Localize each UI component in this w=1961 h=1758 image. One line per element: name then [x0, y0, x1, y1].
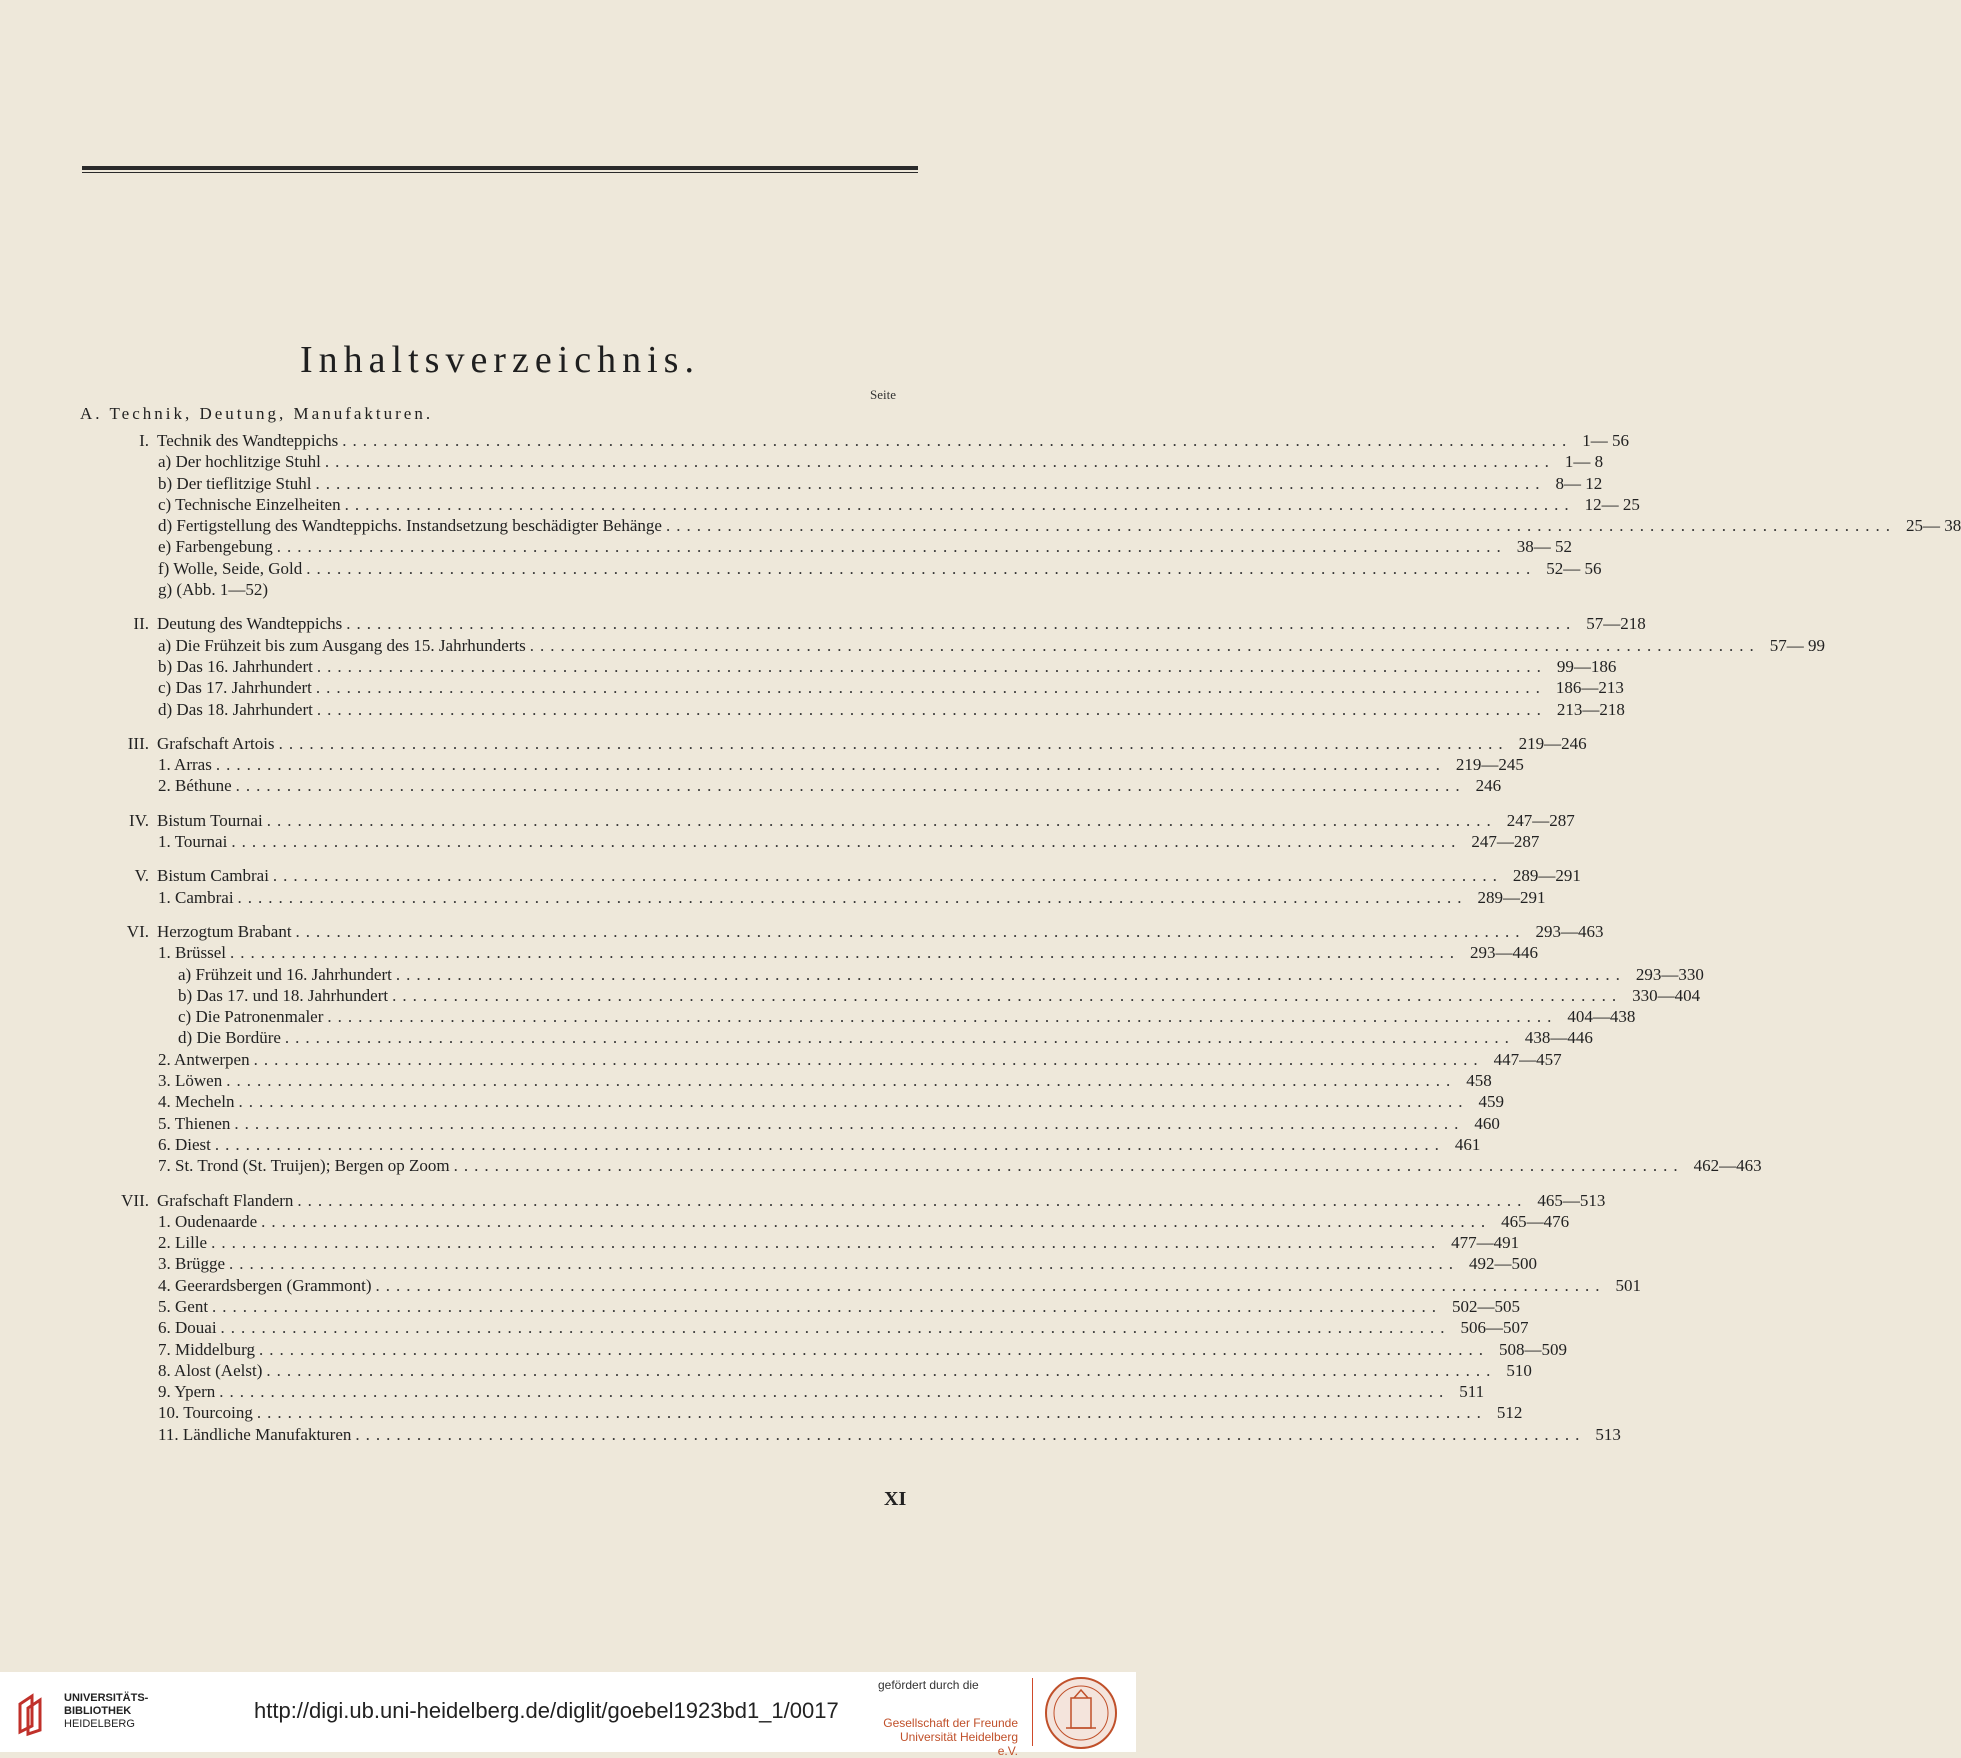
toc-gap: [80, 797, 920, 810]
toc-entry-number: VI.: [126, 921, 149, 941]
toc-leader-dots: ........................................................................................................................: [276, 537, 1507, 557]
library-name-line: HEIDELBERG: [64, 1718, 135, 1730]
toc-leader-dots: ........................................................................................................................: [211, 1233, 1442, 1253]
toc-entry: [80, 964, 1704, 985]
toc-entry-title: 1. Tournai: [158, 832, 228, 852]
toc-entry-title: d) Die Bordüre: [178, 1028, 281, 1048]
toc-entry-title: 6. Douai: [158, 1318, 217, 1338]
toc-entry-pages: 508—509: [1498, 1339, 1567, 1359]
toc-entry-title: 2. Antwerpen: [158, 1049, 250, 1069]
table-of-contents: [80, 430, 1961, 1445]
toc-leader-dots: ........................................................................................................................: [266, 810, 1497, 830]
toc-entry-title: 6. Diest: [158, 1134, 211, 1154]
toc-entry: [80, 865, 1581, 886]
section-heading: A. Technik, Deutung, Manufakturen.: [80, 404, 434, 423]
toc-entry-title: b) Der tieflitzige Stuhl: [158, 473, 312, 493]
toc-entry: [80, 558, 1602, 579]
toc-leader-dots: ........................................................................................................................: [234, 1113, 1465, 1133]
funded-by-label: gefördert durch die: [878, 1678, 979, 1692]
toc-entry: [80, 1424, 1621, 1445]
toc-entry: [80, 887, 1546, 908]
toc-leader-dots: ........................................................................................................................: [529, 635, 1760, 655]
toc-entry-pages: 492—500: [1469, 1254, 1538, 1274]
top-rule-thick: [82, 166, 918, 170]
library-name-line: UNIVERSITÄTS-: [64, 1692, 149, 1704]
toc-entry: [80, 473, 1603, 494]
toc-leader-dots: ........................................................................................................................: [230, 943, 1460, 963]
library-logo-icon: [14, 1692, 58, 1738]
toc-entry-title: 7. Middelburg: [158, 1339, 255, 1359]
toc-entry-title: 4. Mecheln: [158, 1092, 235, 1112]
toc-entry-title: 1. Oudenaarde: [158, 1211, 258, 1231]
toc-gap: [80, 1177, 920, 1190]
toc-entry-title: d) Das 18. Jahrhundert: [158, 699, 313, 719]
toc-entry-pages: 186—213: [1555, 678, 1624, 698]
toc-entry: [80, 677, 1624, 698]
toc-leader-dots: ........................................................................................................................: [344, 494, 1575, 514]
toc-entry-pages: 57—218: [1586, 614, 1646, 634]
toc-entry-title: 3. Brügge: [158, 1254, 226, 1274]
footer-divider: [1032, 1678, 1033, 1746]
toc-entry: [80, 451, 1604, 472]
toc-entry: [80, 1317, 1529, 1338]
toc-entry-pages: 293—463: [1535, 921, 1604, 941]
toc-leader-dots: ........................................................................................................................: [258, 1339, 1489, 1359]
digitization-footer: [0, 1672, 1136, 1758]
toc-entry: [80, 494, 1640, 515]
toc-leader-dots: ........................................................................................................................: [375, 1275, 1606, 1295]
toc-entry: [80, 1155, 1762, 1176]
toc-entry-title: Technik des Wandteppichs: [157, 431, 339, 450]
toc-entry: [80, 1049, 1562, 1070]
toc-entry-pages: 1— 56: [1582, 431, 1629, 450]
toc-entry: [80, 515, 1961, 536]
toc-entry-pages: 459: [1478, 1092, 1504, 1112]
toc-entry: [80, 831, 1540, 852]
toc-entry-pages: 1— 8: [1564, 452, 1604, 472]
toc-entry: [80, 1253, 1538, 1274]
toc-entry-title: 1. Brüssel: [158, 943, 226, 963]
toc-leader-dots: ........................................................................................................................: [295, 921, 1526, 941]
toc-leader-dots: ........................................................................................................................: [219, 1382, 1450, 1402]
toc-entry-title: Bistum Cambrai: [157, 866, 269, 886]
toc-entry-pages: 289—291: [1512, 866, 1581, 886]
toc-leader-dots: ........................................................................................................................: [453, 1156, 1684, 1176]
toc-entry-title: 10. Tourcoing: [158, 1403, 253, 1423]
toc-leader-dots: ........................................................................................................................: [316, 699, 1547, 719]
library-name: [64, 1692, 148, 1731]
toc-entry: [80, 1190, 1606, 1211]
toc-entry-title: 7. St. Trond (St. Truijen); Bergen op Zoom: [158, 1156, 450, 1176]
toc-entry-title: c) Die Patronenmaler: [178, 1007, 324, 1027]
toc-entry-title: b) Das 16. Jahrhundert: [158, 656, 313, 676]
toc-entry: [80, 775, 1502, 796]
toc-entry-title: e) Farbengebung: [158, 537, 273, 557]
toc-entry: [80, 699, 1625, 720]
toc-entry-pages: 404—438: [1567, 1007, 1636, 1027]
toc-entry-pages: 219—245: [1455, 755, 1524, 775]
toc-entry: [80, 1006, 1636, 1027]
society-name: [878, 1716, 1018, 1758]
toc-entry-title: c) Technische Einzelheiten: [158, 494, 341, 514]
toc-leader-dots: ........................................................................................................................: [215, 755, 1446, 775]
toc-entry-title: a) Die Frühzeit bis zum Ausgang des 15. Jahrhunderts: [158, 635, 526, 655]
toc-leader-dots: ........................................................................................................................: [212, 1296, 1443, 1316]
toc-leader-dots: ........................................................................................................................: [214, 1134, 1445, 1154]
toc-leader-dots: ........................................................................................................................: [253, 1049, 1484, 1069]
toc-entry-pages: 52— 56: [1546, 558, 1602, 578]
toc-entry-pages: 438—446: [1524, 1028, 1593, 1048]
toc-entry-pages: 246: [1475, 776, 1502, 796]
toc-entry: [80, 635, 1826, 656]
toc-gap: [80, 852, 920, 865]
toc-entry-pages: 513: [1595, 1424, 1621, 1444]
toc-leader-dots: ........................................................................................................................: [261, 1211, 1492, 1231]
toc-entry-pages: 57— 99: [1769, 635, 1826, 655]
toc-entry-title: Grafschaft Artois: [157, 733, 275, 753]
toc-gap: [80, 600, 920, 613]
toc-entry: [80, 1275, 1642, 1296]
toc-entry-pages: 512: [1496, 1403, 1523, 1423]
society-name-line: Gesellschaft der Freunde: [883, 1716, 1018, 1730]
page-title: Inhaltsverzeichnis.: [300, 339, 700, 381]
toc-leader-dots: ........................................................................................................................: [306, 558, 1537, 578]
toc-leader-dots: ........................................................................................................................: [235, 776, 1466, 796]
toc-entry: [80, 1070, 1492, 1091]
toc-entry: [80, 1134, 1481, 1155]
toc-entry-number: VII.: [121, 1190, 149, 1210]
toc-leader-dots: ........................................................................................................................: [266, 1360, 1497, 1380]
toc-entry: [80, 1296, 1521, 1317]
toc-entry-pages: 460: [1474, 1113, 1500, 1133]
toc-leader-dots: ........................................................................................................................: [231, 832, 1462, 852]
toc-entry-pages: 477—491: [1451, 1233, 1520, 1253]
page-number: XI: [884, 1488, 907, 1510]
toc-leader-dots: ........................................................................................................................: [315, 473, 1546, 493]
toc-leader-dots: ........................................................................................................................: [297, 1190, 1528, 1210]
toc-entry: [80, 754, 1524, 775]
toc-leader-dots: ........................................................................................................................: [324, 452, 1555, 472]
toc-entry: [80, 613, 1646, 634]
toc-entry: [80, 1381, 1485, 1402]
toc-entry: [80, 985, 1701, 1006]
toc-entry-pages: 501: [1615, 1275, 1642, 1295]
toc-entry-number: IV.: [129, 810, 149, 830]
toc-leader-dots: ........................................................................................................................: [278, 733, 1509, 753]
toc-entry-pages: 293—330: [1635, 964, 1704, 984]
toc-leader-dots: ........................................................................................................................: [342, 431, 1573, 450]
toc-leader-dots: ........................................................................................................................: [665, 516, 1896, 536]
toc-entry-title: a) Der hochlitzige Stuhl: [158, 452, 321, 472]
toc-entry-number: III.: [127, 733, 149, 753]
toc-entry-pages: 99—186: [1556, 656, 1617, 676]
toc-entry-title: 3. Löwen: [158, 1071, 223, 1091]
toc-entry-title: 1. Cambrai: [158, 887, 234, 907]
toc-leader-dots: ........................................................................................................................: [395, 964, 1626, 984]
toc-entry-pages: 12— 25: [1584, 494, 1640, 514]
toc-entry-pages: 289—291: [1477, 887, 1546, 907]
toc-entry-title: f) Wolle, Seide, Gold: [158, 558, 303, 578]
toc-entry: [80, 1211, 1570, 1232]
toc-entry-pages: 465—476: [1501, 1211, 1570, 1231]
toc-entry: [80, 1027, 1593, 1048]
toc-entry: [80, 733, 1587, 754]
toc-entry: [80, 1232, 1520, 1253]
toc-leader-dots: ........................................................................................................................: [238, 1092, 1469, 1112]
toc-entry-title: 5. Thienen: [158, 1113, 231, 1133]
toc-entry-title: 9. Ypern: [158, 1382, 216, 1402]
top-rule-thin: [82, 172, 918, 173]
toc-entry-title: 2. Lille: [158, 1233, 208, 1253]
toc-leader-dots: ........................................................................................................................: [237, 887, 1468, 907]
toc-entry: [80, 1091, 1504, 1112]
toc-entry: [80, 430, 1629, 451]
toc-leader-dots: ........................................................................................................................: [229, 1254, 1460, 1274]
toc-leader-dots: ........................................................................................................................: [256, 1403, 1487, 1423]
toc-entry-pages: 8— 12: [1555, 473, 1603, 493]
toc-entry-title: 2. Béthune: [158, 776, 232, 796]
toc-entry-pages: 461: [1454, 1134, 1481, 1154]
toc-leader-dots: ........................................................................................................................: [346, 614, 1577, 634]
toc-entry: [80, 536, 1572, 557]
toc-entry-title: Deutung des Wandteppichs: [157, 614, 343, 634]
toc-entry-title: 8. Alost (Aelst): [158, 1360, 263, 1380]
toc-leader-dots: ........................................................................................................................: [226, 1071, 1457, 1091]
toc-leader-dots: ........................................................................................................................: [316, 656, 1547, 676]
toc-entry-pages: 510: [1506, 1360, 1532, 1380]
toc-gap: [80, 908, 920, 921]
toc-entry: [80, 942, 1538, 963]
toc-entry-pages: 38— 52: [1516, 537, 1572, 557]
toc-entry-title: Grafschaft Flandern: [157, 1190, 294, 1210]
toc-entry-pages: 502—505: [1452, 1296, 1521, 1316]
toc-entry-pages: 25— 38: [1905, 516, 1961, 536]
toc-entry-pages: 462—463: [1693, 1156, 1762, 1176]
toc-leader-dots: ........................................................................................................................: [327, 1007, 1558, 1027]
toc-leader-dots: ........................................................................................................................: [392, 985, 1623, 1005]
toc-entry-pages: 247—287: [1506, 810, 1575, 830]
toc-entry: [80, 921, 1604, 942]
toc-entry-number: II.: [133, 614, 149, 634]
toc-leader-dots: ........................................................................................................................: [284, 1028, 1515, 1048]
toc-entry-pages: 219—246: [1518, 733, 1587, 753]
toc-entry-pages: 247—287: [1471, 832, 1540, 852]
toc-entry-title: 11. Ländliche Manufakturen: [158, 1424, 352, 1444]
toc-entry-title: b) Das 17. und 18. Jahrhundert: [178, 985, 389, 1005]
toc-leader-dots: ........................................................................................................................: [355, 1424, 1586, 1444]
toc-leader-dots: ........................................................................................................................: [272, 866, 1503, 886]
toc-leader-dots: ........................................................................................................................: [220, 1318, 1451, 1338]
toc-entry: [80, 579, 920, 600]
toc-entry-pages: 458: [1466, 1071, 1492, 1091]
toc-entry-pages: 506—507: [1460, 1318, 1529, 1338]
toc-entry: [80, 810, 1575, 831]
toc-entry-pages: 213—218: [1556, 699, 1625, 719]
toc-gap: [80, 720, 920, 733]
toc-entry-title: d) Fertigstellung des Wandteppichs. Instandsetzung beschädigter Behänge: [158, 516, 662, 536]
toc-entry: [80, 1113, 1500, 1134]
toc-leader-dots: ........................................................................................................................: [315, 678, 1546, 698]
toc-entry: [80, 1402, 1523, 1423]
toc-entry-pages: 330—404: [1632, 985, 1701, 1005]
toc-entry-pages: 511: [1459, 1382, 1485, 1402]
toc-entry-title: 5. Gent: [158, 1296, 209, 1316]
toc-entry-title: Bistum Tournai: [157, 810, 263, 830]
toc-entry-pages: 447—457: [1493, 1049, 1562, 1069]
toc-entry-pages: 465—513: [1537, 1190, 1606, 1210]
toc-entry-title: 1. Arras: [158, 755, 212, 775]
toc-entry: [80, 1360, 1532, 1381]
toc-entry-title: c) Das 17. Jahrhundert: [158, 678, 312, 698]
toc-entry-pages: 293—446: [1470, 943, 1538, 963]
toc-entry-title: Herzogtum Brabant: [157, 921, 292, 941]
toc-entry-title: 4. Geerardsbergen (Grammont): [158, 1275, 372, 1295]
university-seal-icon: [1044, 1676, 1118, 1750]
toc-entry: [80, 656, 1617, 677]
toc-entry-title: a) Frühzeit und 16. Jahrhundert: [178, 964, 392, 984]
library-name-line: BIBLIOTHEK: [64, 1705, 132, 1717]
source-url-link[interactable]: http://digi.ub.uni-heidelberg.de/diglit/goebel1923bd1_1/0017: [254, 1698, 839, 1723]
toc-entry: [80, 1339, 1567, 1360]
society-name-line: Universität Heidelberg e.V.: [899, 1730, 1018, 1758]
toc-entry-number: I.: [139, 431, 149, 450]
toc-entry-title: g) (Abb. 1—52): [158, 580, 269, 600]
page-column-label: Seite: [870, 387, 896, 402]
toc-entry-number: V.: [134, 866, 149, 886]
